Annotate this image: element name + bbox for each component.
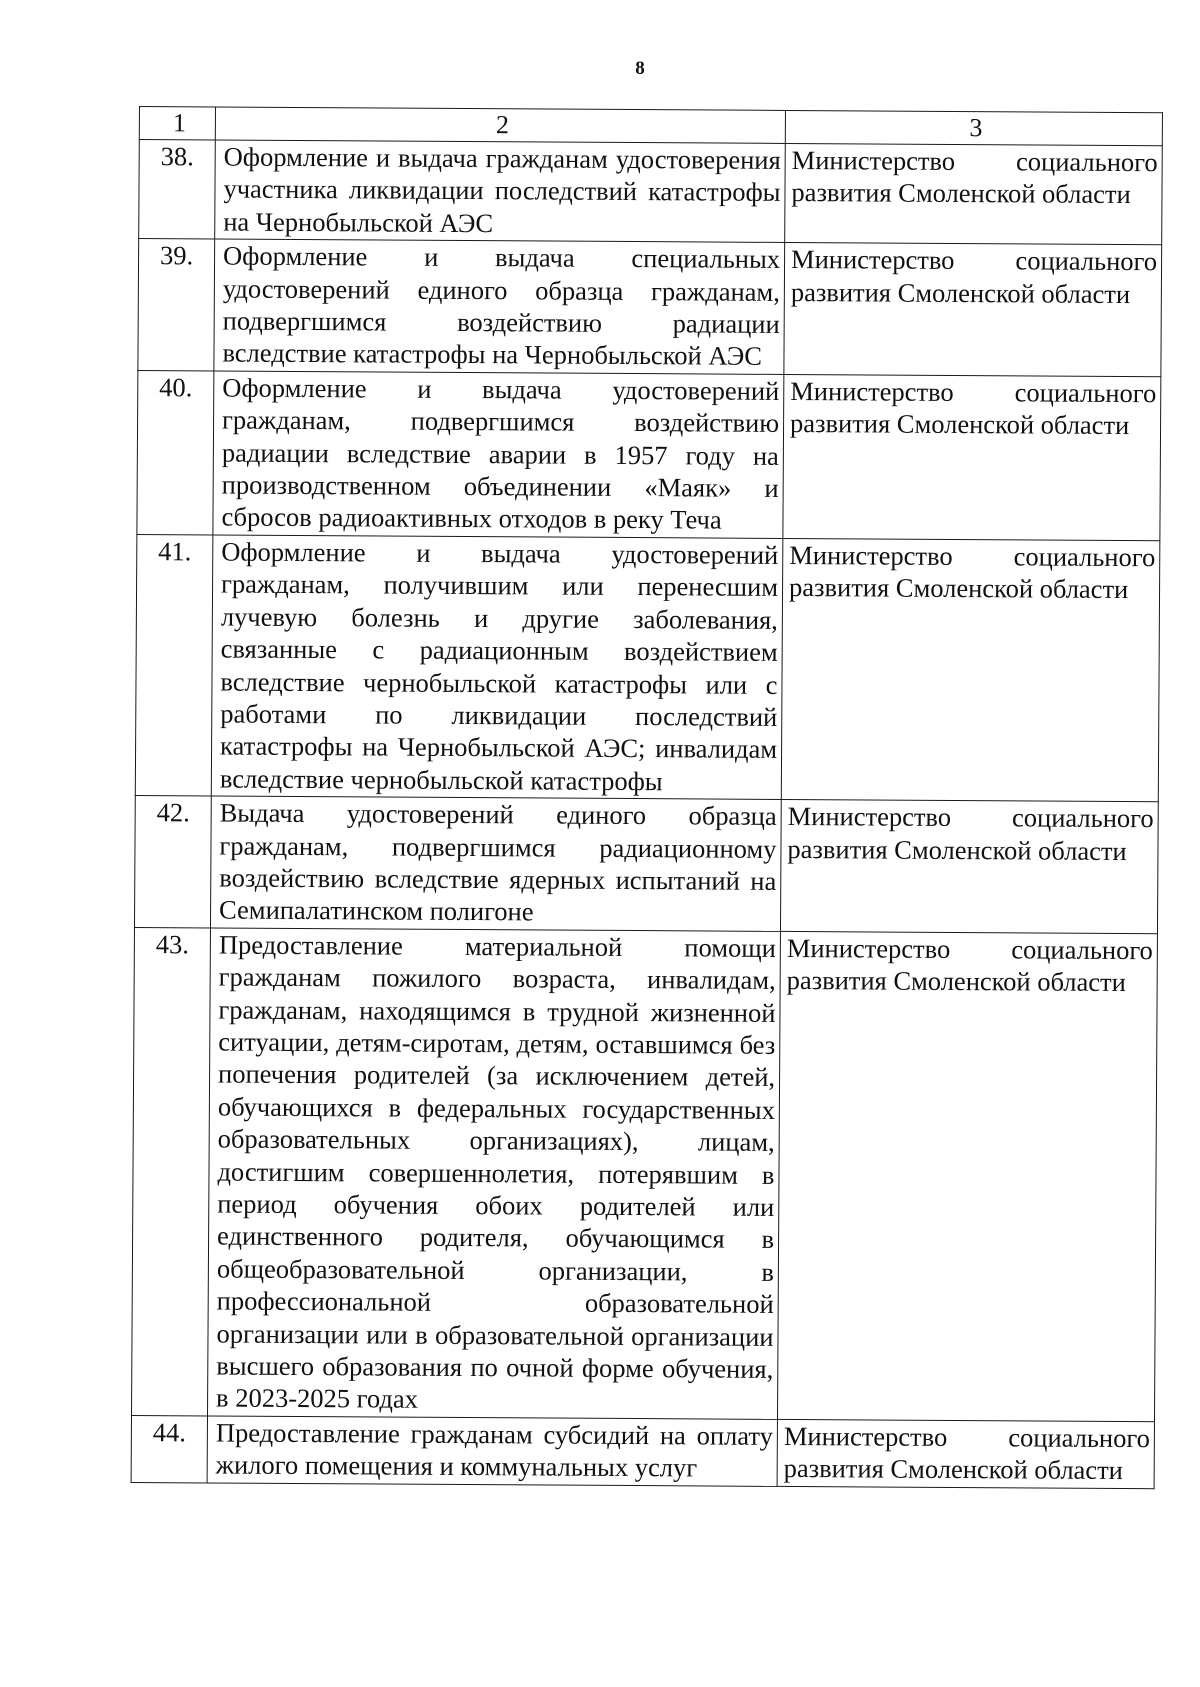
table-row: [137, 370, 1161, 540]
service-description: Предоставление гражданам субсидий на оплату жилого помещения и коммунальных услуг: [207, 1416, 777, 1486]
service-description: Оформление и выдача гражданам удостоверения участника ликвидации последствий катастрофы на Чернобыльской АЭС: [215, 140, 786, 243]
responsible-authority: Министерство социального развития Смоленской области: [780, 800, 1158, 934]
responsible-authority: Министерство социального развития Смоленской области: [777, 931, 1157, 1421]
table-row: [134, 796, 1158, 934]
row-number: 39.: [138, 239, 215, 371]
responsible-authority: Министерство социального развития Смоленской области: [783, 374, 1161, 540]
table-row: [139, 140, 1163, 245]
table-row: [135, 534, 1160, 801]
responsible-authority: Министерство социального развития Смоленской области: [785, 143, 1163, 245]
table-row: [131, 1415, 1154, 1488]
table-row: [132, 927, 1158, 1421]
service-description: Предоставление материальной помощи гражданам пожилого возраста, инвалидам, гражданам, находящимся в трудной жизненной ситуации, детям-сиротам, детям, оставшимся без попечения родителей (за исключением детей, обучающихся в федеральных государственных образовательных организациях), лицам, достигшим совершеннолетия, потерявшим в период обучения обоих родителей или единственного родителя, обучающимся в общеобразовательной организации, в профессиональной образовательной организации или в образовательной организации высшего образования по очной форме обучения, в 2023-2025 годах: [208, 928, 781, 1420]
responsible-authority: Министерство социального развития Смоленской области: [781, 538, 1160, 802]
service-description: Выдача удостоверений единого образца гражданам, подвергшимся радиационному воздействию вследствие ядерных испытаний на Семипалатинском полигоне: [210, 796, 781, 931]
row-number: 44.: [131, 1415, 207, 1482]
responsible-authority: Министерство социального развития Смоленской области: [777, 1419, 1154, 1488]
row-number: 40.: [137, 370, 214, 534]
service-description: Оформление и выдача удостоверений гражданам, подвергшимся воздействию радиации вследствие аварии в 1957 году на производственном объединении «Маяк» и сбросов радиоактивных отходов в реку Теча: [213, 371, 784, 539]
table-row: [138, 239, 1162, 377]
column-number-2: 2: [215, 107, 785, 143]
service-description: Оформление и выдача удостоверений гражданам, получившим или перенесшим лучевую болезнь и другие заболевания, связанные с радиационным воздействием вследствие чернобыльской катастрофы или с работами по ликвидации последствий катастрофы на Чернобыльской АЭС; инвалидам вследствие чернобыльской катастрофы: [211, 535, 783, 800]
row-number: 43.: [132, 927, 211, 1416]
row-number: 38.: [139, 140, 216, 240]
column-number-3: 3: [785, 110, 1162, 145]
row-number: 41.: [135, 534, 213, 796]
service-description: Оформление и выдача специальных удостоверений единого образца гражданам, подвергшимся воздействию радиации вследствие катастрофы на Чернобыльской АЭС: [214, 239, 785, 374]
column-number-1: 1: [139, 107, 215, 140]
page-number: 8: [635, 58, 645, 79]
row-number: 42.: [134, 796, 211, 928]
responsible-authority: Министерство социального развития Смоленской области: [784, 243, 1162, 377]
services-table: [131, 106, 1163, 1489]
